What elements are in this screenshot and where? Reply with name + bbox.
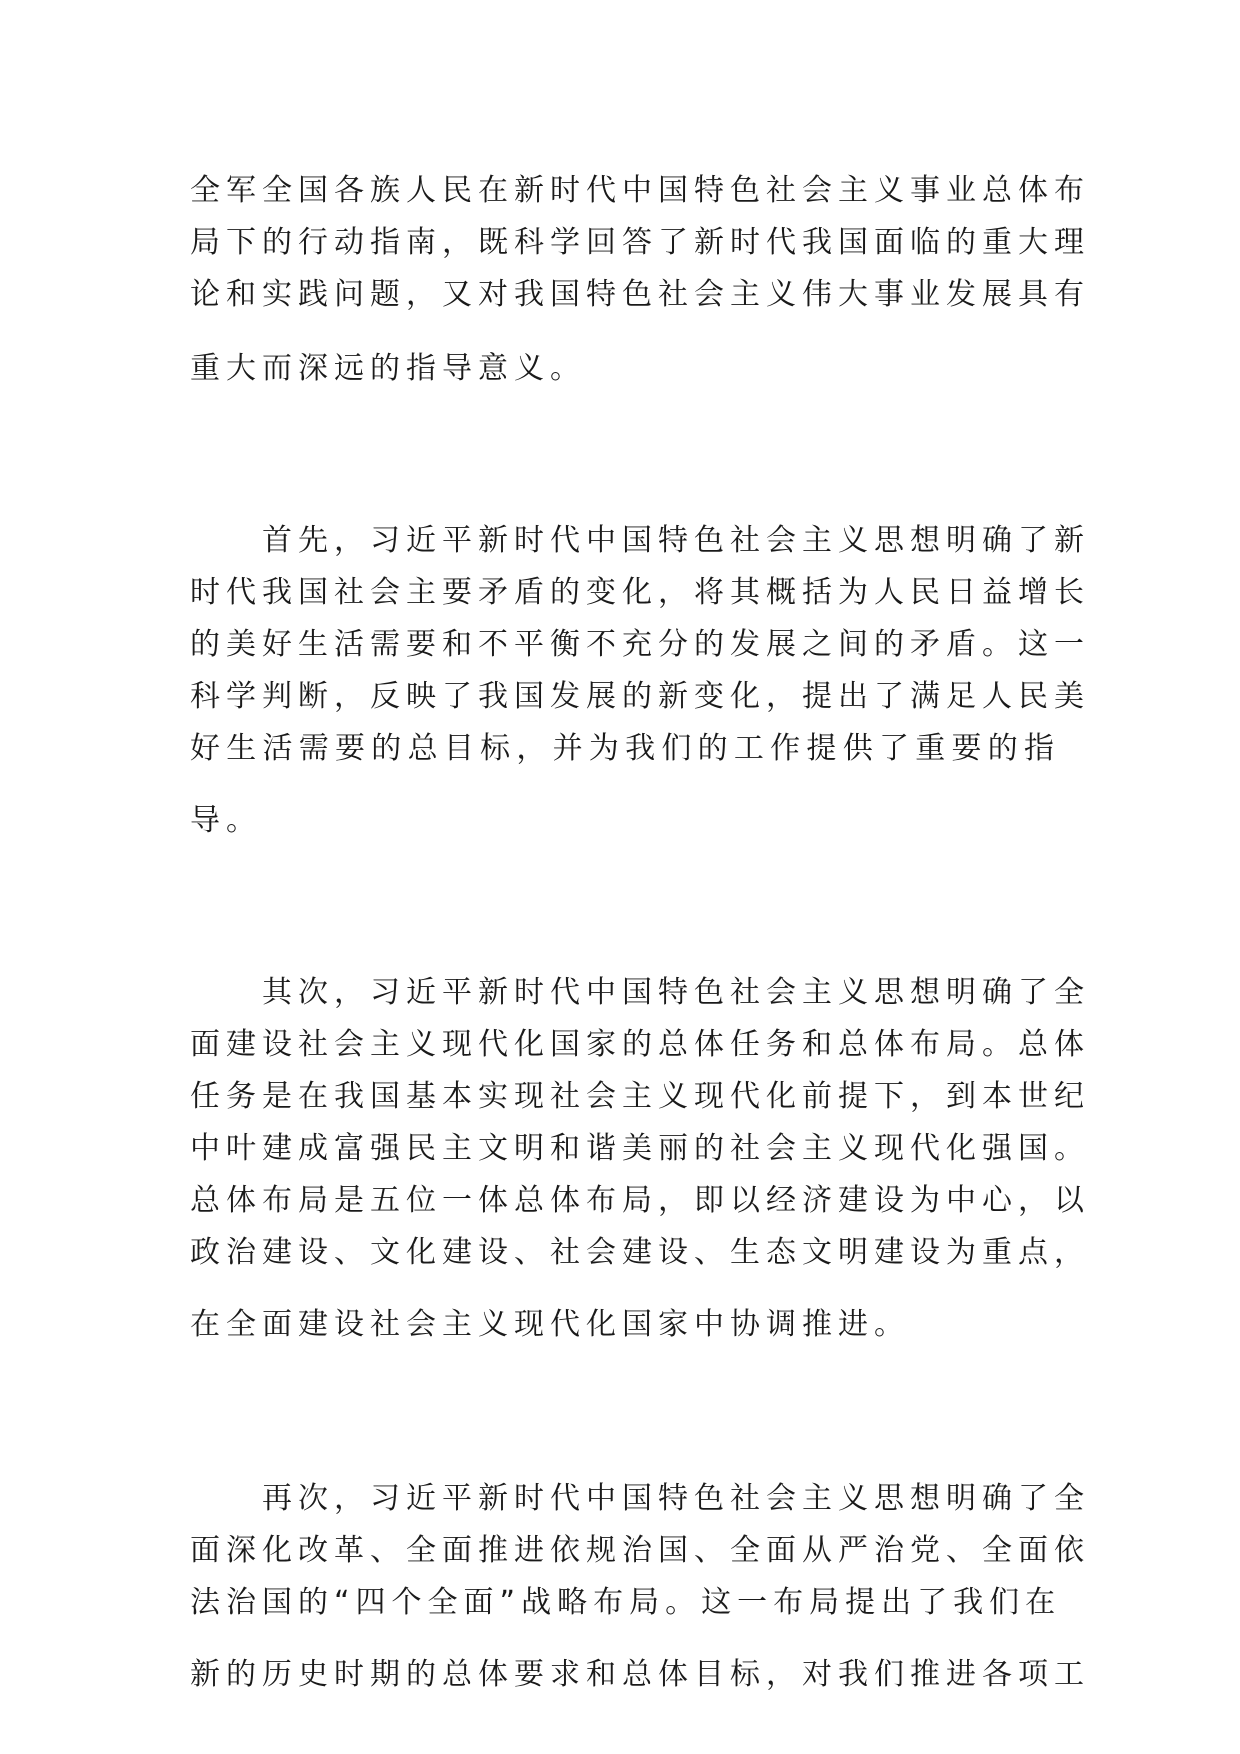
paragraph-3-line-2: 面建设社会主义现代化国家的总体任务和总体布局。总体	[190, 1027, 1090, 1062]
paragraph-3-line-6: 政治建设、文化建设、社会建设、生态文明建设为重点，	[190, 1235, 1090, 1270]
paragraph-1-line-3: 论和实践问题，又对我国特色社会主义伟大事业发展具有	[190, 277, 1090, 312]
paragraph-1-line-1: 全军全国各族人民在新时代中国特色社会主义事业总体布	[190, 173, 1090, 208]
paragraph-4-line-1: 再次，习近平新时代中国特色社会主义思想明确了全	[190, 1481, 1090, 1516]
paragraph-4-line-2: 面深化改革、全面推进依规治国、全面从严治党、全面依	[190, 1533, 1090, 1568]
paragraph-2-line-1: 首先，习近平新时代中国特色社会主义思想明确了新	[190, 523, 1090, 558]
paragraph-3-line-3: 任务是在我国基本实现社会主义现代化前提下，到本世纪	[190, 1079, 1090, 1114]
paragraph-3-line-7: 在全面建设社会主义现代化国家中协调推进。	[190, 1307, 910, 1342]
paragraph-1-line-4: 重大而深远的指导意义。	[190, 351, 586, 386]
paragraph-1-line-2: 局下的行动指南，既科学回答了新时代我国面临的重大理	[190, 225, 1090, 260]
paragraph-2-line-2: 时代我国社会主要矛盾的变化，将其概括为人民日益增长	[190, 575, 1090, 610]
paragraph-4-line-4: 新的历史时期的总体要求和总体目标，对我们推进各项工	[190, 1657, 1090, 1692]
paragraph-2-line-4: 科学判断，反映了我国发展的新变化，提出了满足人民美	[190, 679, 1090, 714]
paragraph-2-line-3: 的美好生活需要和不平衡不充分的发展之间的矛盾。这一	[190, 627, 1090, 662]
paragraph-2-line-6: 导。	[190, 803, 262, 838]
paragraph-3-line-4: 中叶建成富强民主文明和谐美丽的社会主义现代化强国。	[190, 1131, 1090, 1166]
paragraph-4-line-3: 法治国的“四个全面”战略布局。这一布局提出了我们在	[190, 1585, 1062, 1620]
paragraph-2-line-5: 好生活需要的总目标，并为我们的工作提供了重要的指	[190, 731, 1060, 766]
paragraph-3-line-5: 总体布局是五位一体总体布局，即以经济建设为中心，以	[190, 1183, 1090, 1218]
paragraph-3-line-1: 其次，习近平新时代中国特色社会主义思想明确了全	[190, 975, 1090, 1010]
